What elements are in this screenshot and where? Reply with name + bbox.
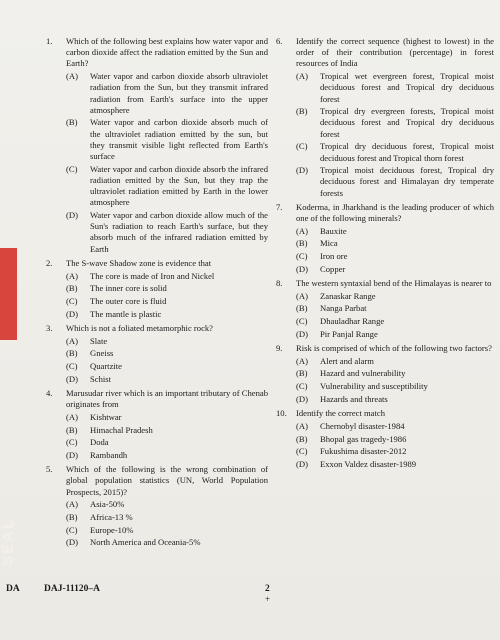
option: (B) Mica [296,238,338,249]
option: (D) Pir Panjal Range [296,328,378,339]
option: (A) Slate [66,335,108,346]
option: (C) Dhauladhar Range [296,316,385,327]
page-number: 2 [265,584,270,594]
plus-mark: + [265,594,271,604]
question-number: 5. [46,464,53,475]
booklet-code: DAJ-11120–A [44,584,100,594]
option: (A) Water vapor and carbon dioxide absorb ultraviolet radiation from the Sun, but they transmit infrared radiation from Earth's surface into the upper atmosphere [66,71,268,115]
option: (A) Tropical wet evergreen forest, Tropical moist deciduous forest and Tropical dry deciduous forest [296,71,494,104]
booklet-series: DA [6,584,20,594]
option: (D) Copper [296,263,346,274]
question-7 [272,202,494,275]
question-text: The S-wave Shadow zone is evidence that [66,257,212,268]
right-column [272,36,494,473]
question-text: Which of the following is the wrong combination of global population statistics (UN, World Population Prospects, 2015)? [66,464,268,497]
option: (C) Tropical dry deciduous forest, Tropical moist deciduous forest and Tropical thorn forest [296,141,494,163]
option: (C) Vulnerability and susceptibility [296,381,428,392]
question-text: The western syntaxial bend of the Himalayas is nearer to [296,278,492,289]
question-number: 8. [276,278,283,289]
question-number: 2. [46,257,53,268]
option: (C) Fukushima disaster-2012 [296,446,407,457]
option: (D) North America and Oceania-5% [66,537,201,548]
option: (B) Hazard and vulnerability [296,368,406,379]
question-number: 7. [276,201,283,212]
question-number: 9. [276,343,283,354]
option: (B) Tropical dry evergreen forests, Tropical moist deciduous forest and Tropical dry deciduous forest [296,106,494,139]
option: (C) Iron ore [296,251,348,262]
option: (D) The mantle is plastic [66,308,162,319]
question-9 [272,343,494,405]
question-number: 3. [46,322,53,333]
option: (A) Alert and alarm [296,355,374,366]
option: (D) Rambandh [66,449,128,460]
question-text: Which of the following best explains how water vapor and carbon dioxide affect the radiation emitted by the Sun and Earth? [66,36,268,69]
seal-stamp [0,248,17,567]
question-number: 1. [46,36,53,46]
option: (D) Exxon Valdez disaster-1989 [296,458,417,469]
option: (C) The outer core is fluid [66,295,167,306]
option: (C) Europe-10% [66,524,134,535]
left-column [42,36,268,552]
question-10 [272,408,494,470]
page-footer [0,584,500,604]
question-text: Which is not a foliated metamorphic rock? [66,322,213,333]
question-5 [42,464,268,548]
question-1 [42,36,268,255]
option: (B) Himachal Pradesh [66,424,153,435]
option: (D) Hazards and threats [296,393,388,404]
question-text: Risk is comprised of which of the following two factors? [296,343,492,354]
question-8 [272,278,494,340]
option: (B) The inner core is solid [66,283,167,294]
option: (D) Water vapor and carbon dioxide allow much of the Sun's radiation to reach Earth's surface, but they absorb much of the infrared radiation emitted by Earth [66,210,268,254]
question-text: Identify the correct sequence (highest to lowest) in the order of their contribution (percentage) in forest resources of India [296,36,494,69]
question-number: 10. [276,408,287,419]
option: (C) Water vapor and carbon dioxide absorb the infrared radiation emitted by the Sun, but they trap the ultraviolet radiation emitted by Earth in the lower atmosphere [66,163,268,208]
option: (B) Nanga Parbat [296,303,367,314]
option: (B) Bhopal gas tragedy-1986 [296,433,407,444]
question-number: 4. [46,387,53,398]
question-number: 6. [276,36,283,46]
option: (C) Quartzite [66,360,122,371]
question-text: Identify the correct match [296,408,385,419]
option: (A) Kishtwar [66,411,122,422]
option: (C) Doda [66,437,109,448]
option: (A) The core is made of Iron and Nickel [66,270,215,281]
option: (B) Water vapor and carbon dioxide absorb much of the ultraviolet radiation emitted by the sun, but they transmit visible light reflected from Earth's surface [66,117,268,162]
option: (A) Bauxite [296,225,347,236]
question-text: Koderma, in Jharkhand is the leading producer of which one of the following minerals? [296,201,494,224]
question-2 [42,258,268,320]
question-text: Marusudar river which is an important tributary of Chenab originates from [66,387,268,410]
option: (B) Africa-13 % [66,511,133,522]
question-4 [42,388,268,461]
option: (D) Schist [66,373,112,384]
question-3 [42,323,268,385]
option: (A) Asia-50% [66,499,125,510]
option: (A) Zanaskar Range [296,290,376,301]
option: (A) Chernobyl disaster-1984 [296,420,405,431]
seal-label: SEAL [0,517,17,567]
question-6 [272,36,494,199]
option: (D) Tropical moist deciduous forest, Tropical dry deciduous forest and Himalayan dry temperate forests [296,165,494,198]
option: (B) Gneiss [66,348,114,359]
